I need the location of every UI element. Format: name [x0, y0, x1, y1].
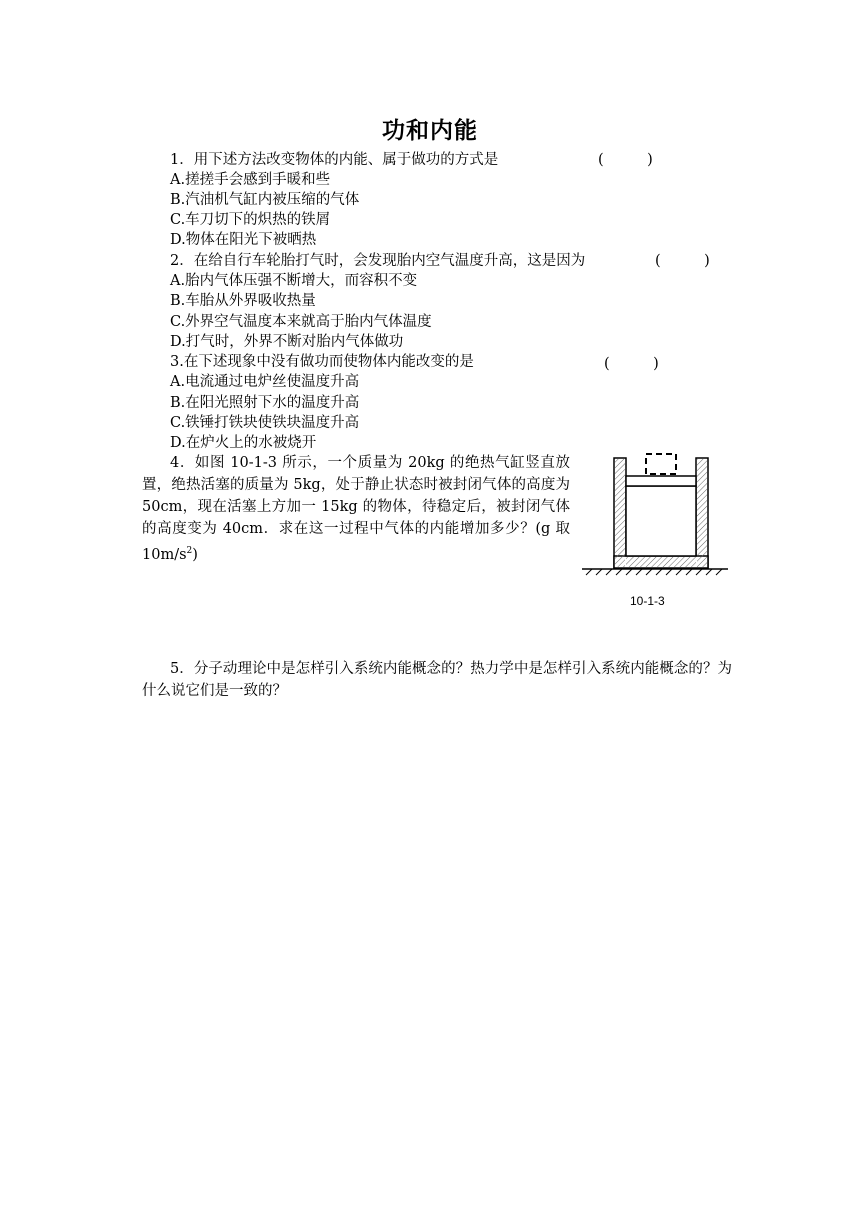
- page-title: 功和内能: [382, 118, 478, 144]
- q1-answer-paren: ( ): [598, 152, 653, 168]
- q1-option-c: C.车刀切下的炽热的铁屑: [170, 212, 331, 228]
- figure-caption: 10-1-3: [630, 594, 665, 608]
- added-weight: [646, 454, 676, 474]
- q3-option-c: C.铁锤打铁块使铁块温度升高: [170, 415, 360, 431]
- q4-tail: ): [192, 546, 198, 563]
- q2-option-a: A.胎内气体压强不断增大，而容积不变: [170, 273, 418, 289]
- q3-option-b: B.在阳光照射下水的温度升高: [170, 395, 360, 411]
- ground-hatching: [586, 569, 722, 575]
- cylinder-figure: [578, 448, 738, 583]
- q1-option-b: B.汽油机气缸内被压缩的气体: [170, 192, 360, 208]
- q2-option-d: D.打气时，外界不断对胎内气体做功: [170, 334, 404, 350]
- q5-block: [142, 658, 732, 702]
- q3-option-d: D.在炉火上的水被烧开: [170, 435, 317, 451]
- q2-option-c: C.外界空气温度本来就高于胎内气体温度: [170, 314, 432, 330]
- piston: [626, 476, 696, 486]
- gas-chamber: [626, 486, 696, 556]
- q2-answer-paren: ( ): [655, 253, 710, 269]
- q4-superscript: 2: [186, 546, 193, 556]
- q3-answer-paren: ( ): [604, 356, 659, 372]
- q1-stem: 1．用下述方法改变物体的内能、属于做功的方式是: [170, 152, 499, 168]
- q1-option-d: D.物体在阳光下被晒热: [170, 232, 317, 248]
- q2-stem: 2．在给自行车轮胎打气时，会发现胎内空气温度升高，这是因为: [170, 253, 586, 269]
- q5-text: 5．分子动理论中是怎样引入系统内能概念的？热力学中是怎样引入系统内能概念的？为什么说它们是一致的？: [142, 661, 732, 699]
- q3-option-a: A.电流通过电炉丝使温度升高: [170, 374, 360, 390]
- q1-option-a: A.搓搓手会感到手暖和些: [170, 172, 331, 188]
- q3-stem: 3.在下述现象中没有做功而使物体内能改变的是: [170, 354, 474, 370]
- q2-option-b: B.车胎从外界吸收热量: [170, 293, 316, 309]
- q4-text: 4．如图 10-1-3 所示，一个质量为 20kg 的绝热气缸竖直放置，绝热活塞的质量为 5kg，处于静止状态时被封闭气体的高度为 50cm，现在活塞上方加一 15kg 的物体，待稳定后，被封闭气体的高度变为 40cm．求在这一过程中气体的内能增加多少？(g 取 10m/s: [142, 455, 570, 563]
- q4-block: [142, 452, 570, 566]
